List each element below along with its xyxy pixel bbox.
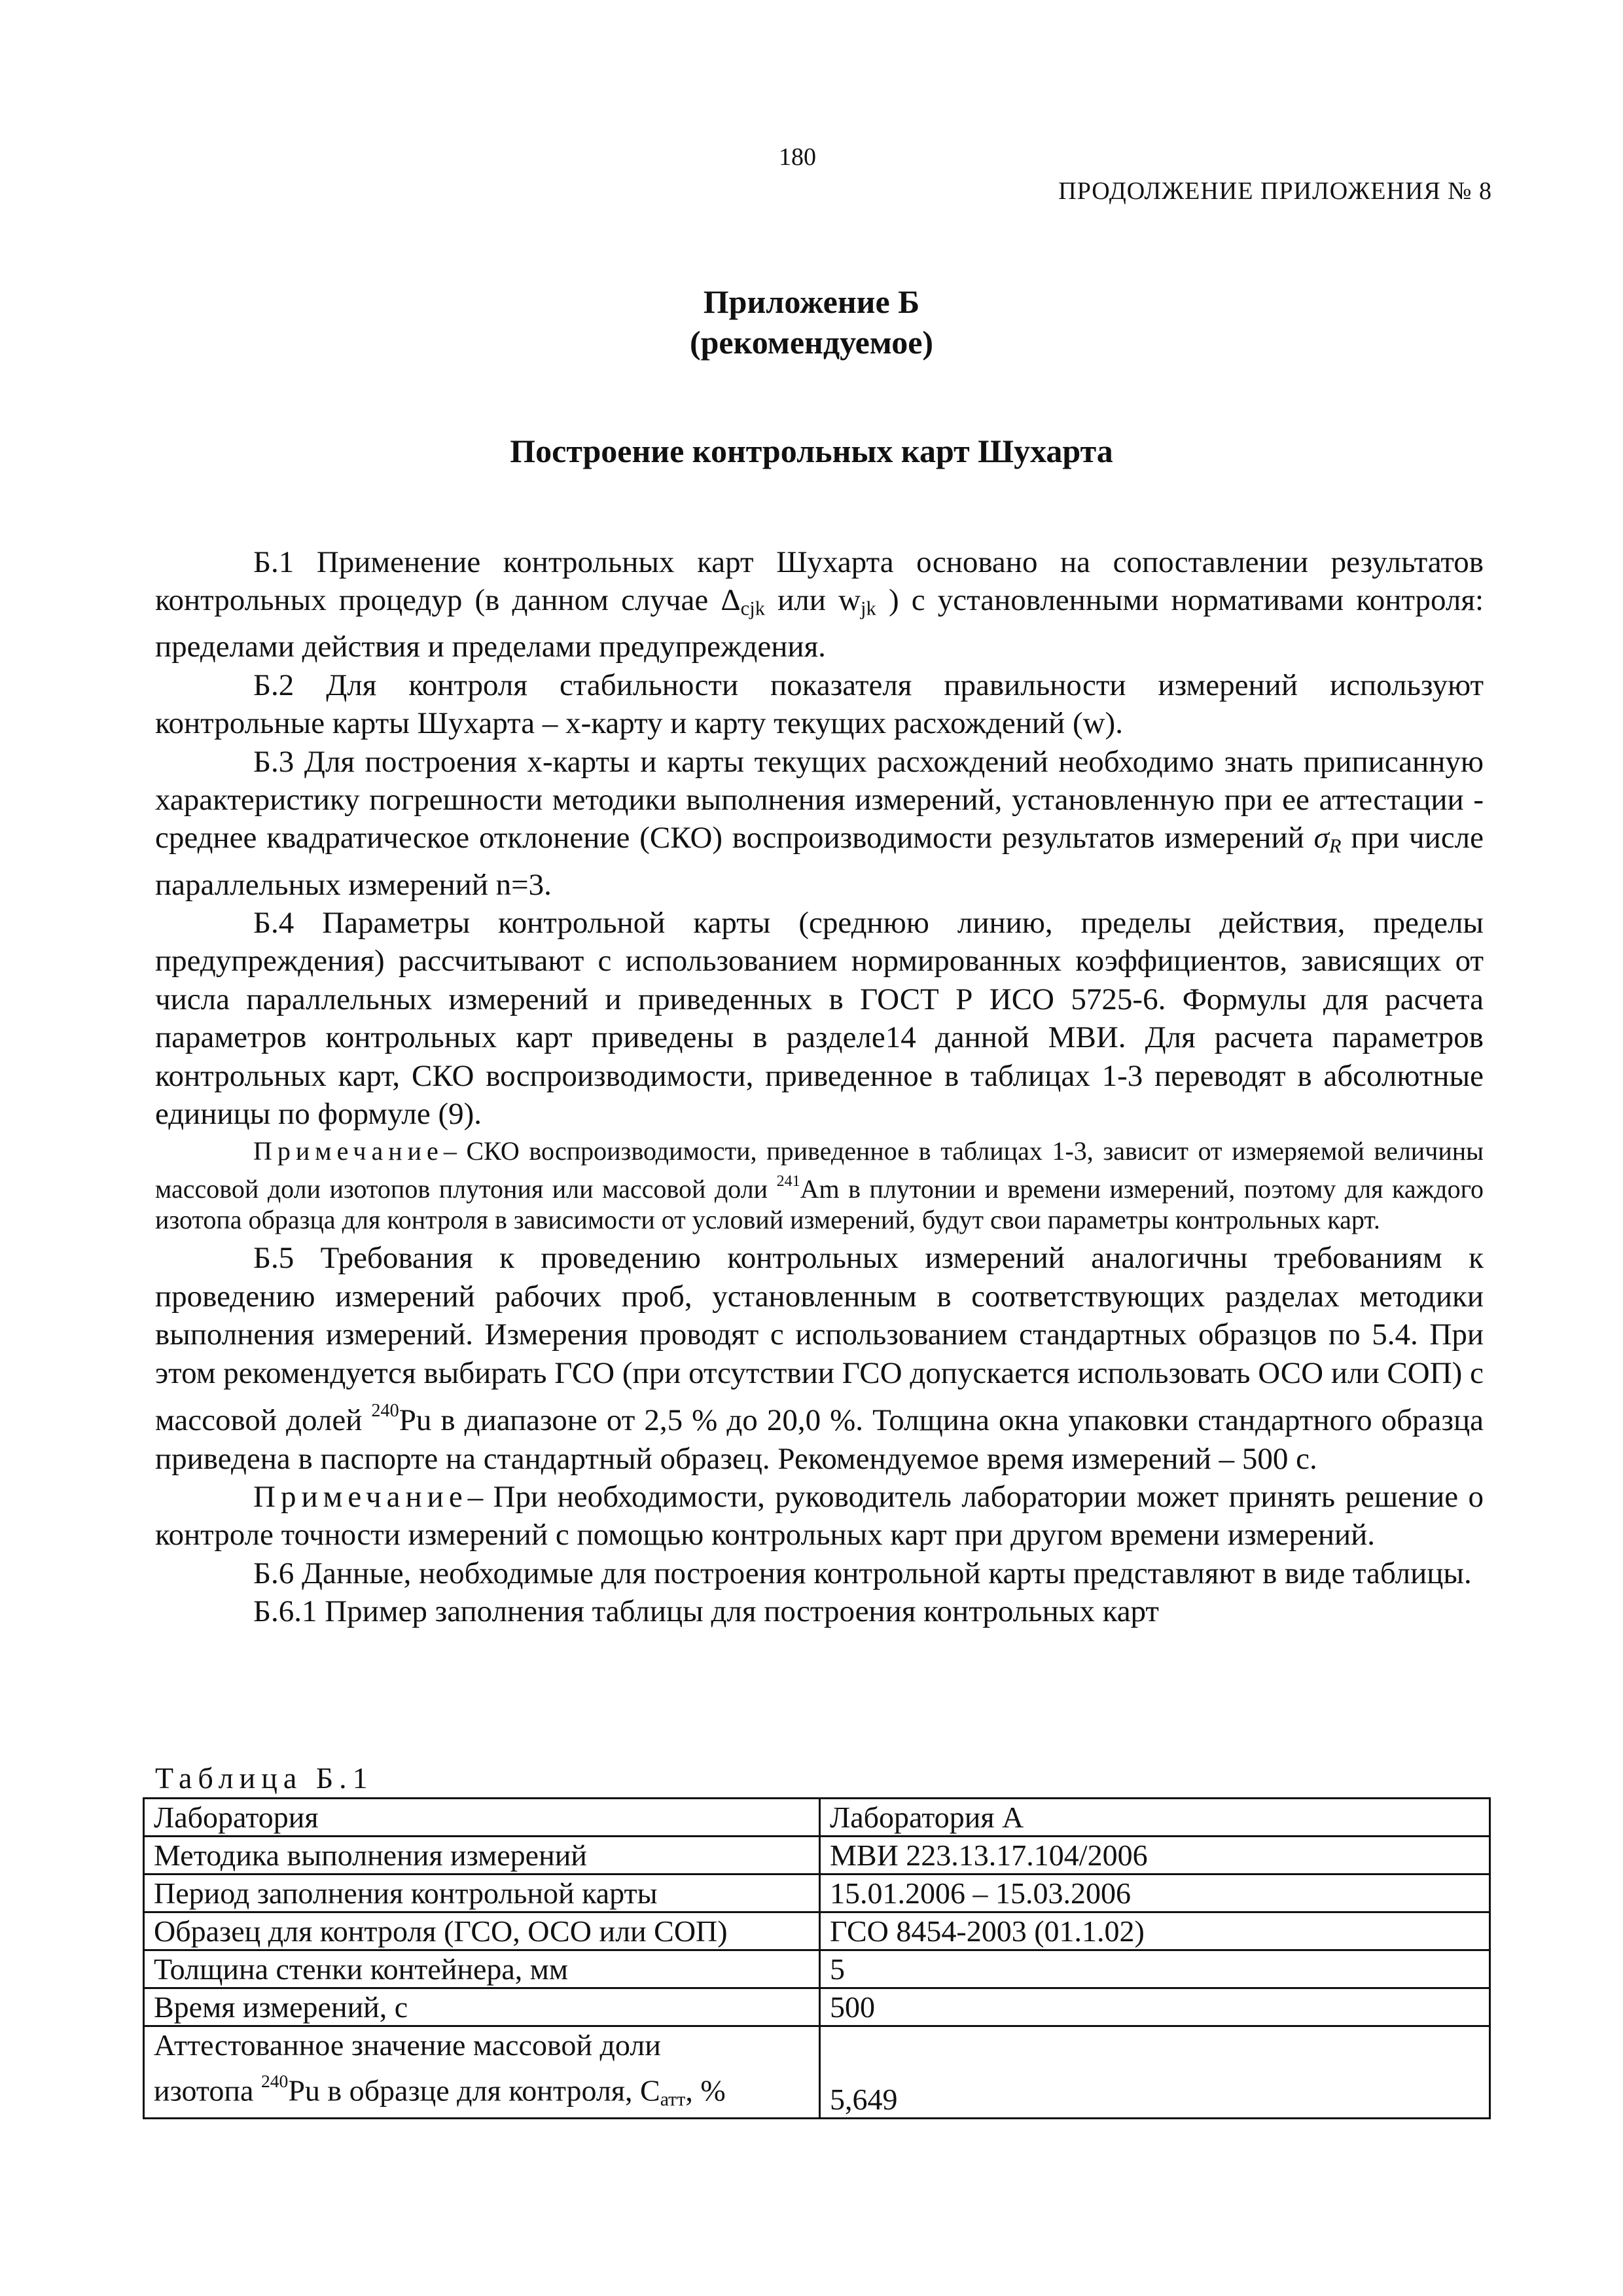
text: , % bbox=[685, 2073, 726, 2108]
text: изотопа bbox=[154, 2073, 261, 2108]
superscript: 240 bbox=[260, 2071, 289, 2091]
table-cell-label: Время измерений, с bbox=[144, 1988, 820, 2026]
paragraph-b4: Б.4 Параметры контрольной карты (среднюю линию, пределы действия, пределы предупреждения) рассчитывают с использованием нормированных коэффициентов, зависящих от числа параллельных измерений и приведенных в ГОСТ Р ИСО 5725-6. Формулы для расчета параметров контрольных карт приведены в разделе14 данной МВИ. Для расчета параметров контрольных карт, СКО воспроизводимости, приведенное в таблицах 1-3 переводят в абсолютные единицы по формуле (9). bbox=[155, 905, 1484, 1131]
table-cell-value: 5 bbox=[820, 1950, 1490, 1988]
table-row bbox=[144, 1912, 1490, 1950]
text: Pu в образце для контроля, C bbox=[288, 2073, 660, 2108]
paragraph-b3 bbox=[155, 743, 1484, 904]
appendix-title bbox=[0, 281, 1623, 363]
table-cell-value: Лаборатория А bbox=[820, 1799, 1490, 1837]
text: Б.3 Для построения x-карты и карты текущих расхождений необходимо знать приписанную характеристику погрешности методики выполнения измерений, установленную при ее аттестации - среднее квадратическое отклонение (СКО) воспроизводимости результатов измерений bbox=[155, 744, 1484, 855]
table-cell-value: 500 bbox=[820, 1988, 1490, 2026]
sigma-symbol: σ bbox=[1313, 821, 1329, 855]
text: ) с установленными нормативами контроля: пределами действия и пределами предупреждения. bbox=[155, 583, 1484, 664]
table-cell-label: Образец для контроля (ГСО, ОСО или СОП) bbox=[144, 1912, 820, 1950]
note-label: Примечание bbox=[253, 1479, 468, 1514]
paragraph-b6: Б.6 Данные, необходимые для построения контрольной карты представляют в виде таблицы. bbox=[253, 1556, 1472, 1590]
paragraph-b5 bbox=[155, 1239, 1484, 1478]
text: или w bbox=[764, 583, 861, 618]
appendix-continuation-header: ПРОДОЛЖЕНИЕ ПРИЛОЖЕНИЯ № 8 bbox=[1058, 177, 1492, 205]
text: Pu в диапазоне от 2,5 % до 20,0 %. Толщина окна упаковки стандартного образца приведена в паспорте на стандартный образец. Рекомендуемое время измерений – 500 с. bbox=[155, 1403, 1484, 1476]
superscript: 241 bbox=[776, 1173, 800, 1191]
note-1 bbox=[155, 1136, 1484, 1235]
subscript: атт bbox=[660, 2089, 686, 2111]
text: – СКО воспроизводимости, приведенное в таблицах 1-3, зависит от измеряемой величины массовой доли изотопов плутония или массовой доли bbox=[155, 1136, 1484, 1204]
table-row bbox=[144, 1874, 1490, 1912]
table-cell-label: Период заполнения контрольной карты bbox=[144, 1874, 820, 1912]
text: при числе параллельных измерений n=3. bbox=[155, 821, 1484, 902]
label-line1: Аттестованное значение массовой доли bbox=[154, 2028, 661, 2062]
control-chart-table bbox=[143, 1797, 1491, 2119]
paragraph-b1 bbox=[155, 543, 1484, 666]
note-label: Примечание bbox=[253, 1136, 444, 1166]
paragraph-b2: Б.2 Для контроля стабильности показателя правильности измерений используют контрольные карты Шухарта – x-карту и карту текущих расхождений (w). bbox=[155, 668, 1484, 741]
paragraph-b61: Б.6.1 Пример заполнения таблицы для построения контрольных карт bbox=[253, 1594, 1159, 1629]
table-row bbox=[144, 1837, 1490, 1874]
note-2 bbox=[155, 1478, 1484, 1554]
table-cell-label: Толщина стенки контейнера, мм bbox=[144, 1950, 820, 1988]
appendix-title-line2: (рекомендуемое) bbox=[689, 324, 934, 361]
text: Б.5 Требования к проведению контрольных измерений аналогичны требованиям к проведению измерений рабочих проб, установленным в соответствующих разделах методики выполнения измерений. Измерения проводят с использованием стандартных образцов по 5.4. При этом рекомендуется выбирать ГСО (при отсутствии ГСО допускается использовать ОСО или СОП) с массовой долей bbox=[155, 1241, 1484, 1438]
table-cell-label: Методика выполнения измерений bbox=[144, 1837, 820, 1874]
table-caption: Таблица Б.1 bbox=[155, 1761, 374, 1795]
subscript: cjk bbox=[740, 598, 765, 620]
table-cell-value: 15.01.2006 – 15.03.2006 bbox=[820, 1874, 1490, 1912]
table-row bbox=[144, 2026, 1490, 2119]
superscript: 240 bbox=[371, 1400, 399, 1421]
table-row bbox=[144, 1950, 1490, 1988]
table-cell-value: 5,649 bbox=[820, 2026, 1490, 2119]
table-cell-label: Лаборатория bbox=[144, 1799, 820, 1837]
text: Am в плутонии и времени измерений, поэтому для каждого изотопа образца для контроля в зависимости от условий измерений, будут свои параметры контрольных карт. bbox=[155, 1174, 1484, 1235]
table-row bbox=[144, 1799, 1490, 1837]
table-cell-value: ГСО 8454-2003 (01.1.02) bbox=[820, 1912, 1490, 1950]
subscript: R bbox=[1329, 835, 1342, 858]
text: – При необходимости, руководитель лаборатории может принять решение о контроле точности измерений с помощью контрольных карт при другом времени измерений. bbox=[155, 1479, 1484, 1552]
appendix-title-line1: Приложение Б bbox=[703, 283, 920, 320]
table-cell-value: МВИ 223.13.17.104/2006 bbox=[820, 1837, 1490, 1874]
table-cell-label bbox=[144, 2026, 820, 2119]
subscript: jk bbox=[861, 598, 876, 620]
table-row bbox=[144, 1988, 1490, 2026]
page-number: 180 bbox=[779, 143, 816, 171]
text: Б.1 Применение контрольных карт Шухарта основано на сопоставлении результатов контрольных процедур (в данном случае Δ bbox=[155, 545, 1484, 618]
body-text bbox=[155, 543, 1484, 1631]
section-title: Построение контрольных карт Шухарта bbox=[510, 433, 1113, 469]
label-line2 bbox=[154, 2063, 810, 2117]
